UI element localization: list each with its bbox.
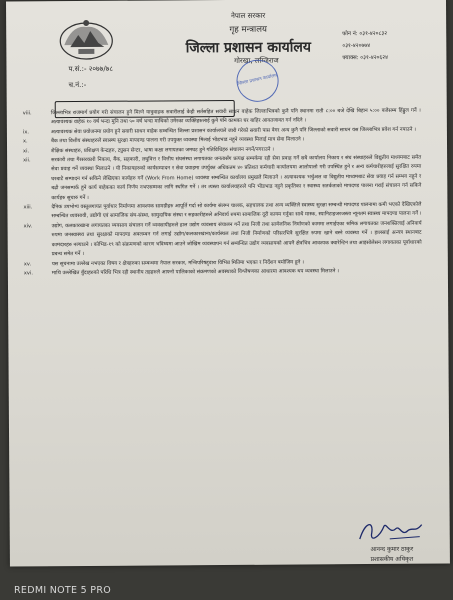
item-number: xii. xyxy=(23,157,31,164)
item-text: अत्यावश्यक सेवा प्रयोजनमा प्रयोग हुने सवारी साधन वाहेक सम्बन्धित जिल्ला प्रशासन कार्यालयले जारी गरेको सवारी पास वेगर अन्य कुनै पनि जिल्लाको सवारी साधन यस जिल्लाभित्र प्रवेश गर्न नपाउने । xyxy=(50,126,416,136)
item-number: x. xyxy=(22,138,28,145)
item-text: दैनिक उपभोग्य वस्तुलगायत पूर्वाधार निर्माणमा आवश्यक सामग्रीहरु आपूर्ति गर्दा सो कार्यमा संलग्न चालक, सहचालक तथा अन्य व्यक्तिले स्वास्थ्य सुरक्षा सम्बन्धी मापदण्ड पालनामा कमी भएको देखिएकोले सम्बन्धित व्यवसायी, उद्योगी एवं सामाजिक संघ-संस्था, सामुदायिक संस्था र सहकारीहरुले अनिवार्य रुपमा सामाजिक दूरी कायम गर्नुका साथै मास्क, स्यानिटाइजरजस्ता न्यूनतम स्वास्थ्य मापदण्ड पालना गर्ने । xyxy=(51,201,422,220)
contact-fax: फ्याक्स: ०३१-४२०६२४ xyxy=(342,54,389,62)
item-number: ix. xyxy=(22,129,30,136)
item-number: xi. xyxy=(23,148,30,155)
item-text: यस सूचनामा उल्लेख नभएका विषय र क्षेत्रहरुका सम्बन्धमा नेपाल सरकार, मन्त्रिपरिषद्द्वारा विभिन्न मितिमा भएका र निर्देशन बमोजिम हुने । xyxy=(51,258,304,267)
signature-block xyxy=(342,517,442,564)
item-text: सरकारी तथा गैरसरकारी निकाय, बैंक, सहकारी, लघुवित्त र वित्तीय संघसंस्था लगायतका जनतासँग प्रत्यक्ष सम्पर्कमा रही सेवा प्रवाह गर्ने सबै कार्यालय निकाय र संघ संस्थाहरुले विद्युतीय माध्यमबाट समेत सेवा प्रवाह गर्ने व्यवस्था मिलाउने । यी निकायहरुको कार्यसम्पादन र सेवा प्रवाहमा उपर्युक्त अधिकतम ४० प्रतिशत कर्मचारी कार्यालयमा आलोपालो गरी उपस्थित हुने र अन्य कर्मचारीहरुलाई सुरक्षित रुपमा घरबाटै सम्पादन गर्न सकिने लेखिएका कार्यहरु गर्ने (Work From Home) व्यवस्था सम्बन्धित कार्यालय प्रमुखले मिलाउने । अत्यावश्यक भर्चुअल वा विद्युतीय माध्यमबाट सेवा प्रवाह गर्न सम्भव नहुने र बढी जनसम्पर्क हुने कार्य बाहेकका कार्य निर्णय नभएसम्मका लागि स्थगित गर्ने । तर त्यस्ता कार्यालयहरुले पनि भीडभाड नहुने प्रकृतिका र स्वास्थ्य सतर्कताको मापदण्ड पालना गराई संचालन गर्न सकिने कार्यहरु सुचारु गर्ने । xyxy=(51,154,422,201)
item-text: शैक्षिक संस्थाहरु, प्रशिक्षण केन्द्रहरु, ट्युसन सेन्टर, भाषा कक्षा लगायतका जमघट हुने गतिविधिहरु संचालन नगर्ने/नगराउने । xyxy=(51,146,275,154)
item-text: उद्योग, कलकारखाना लगायतका व्यवसाय संचालन गर्ने व्यवसायीहरुले हाल उद्योग व्यवसाय संचालन गर्ने तथा निजी तथा सार्वजनिक निर्माणको काममा लगाईएका श्रमिक लगायतका जनशक्तिलाई अनिवार्य रुपमा जनस्वास्थ्य तथा सुरक्षाको मापदण्ड अवलम्बन गर्न लगाई उद्योग/कलकारखाना/कार्यस्थल तथा निजी निर्माणको परिसरभित्रै सुरक्षित रुपमा खाने बस्ने व्यवस्था गर्ने । हालसाई अन्यत्र स्थानबाट कामदारहरु नल्याउने । कोभिड-१९ को संक्रमणको कारण भविष्यमा आउने जोखिम व्यवस्थापन गर्न सम्बन्धित उद्योग व्यवसायको आफ्नै क्षेत्रभित्र आवश्यक क्वारेन्टिन तथा आइसोलेसन लगायतका पूर्वाधारको प्रबन्ध समेत गर्ने । xyxy=(51,220,422,258)
header-government: नेपाल सरकार xyxy=(230,11,266,20)
header-location: गोरखा, लम्जिराज xyxy=(234,56,279,65)
item-text: माथि उल्लेखित बुँदाहरुको परिधि भित्र रही स्थानीय तहहरुले आफ्नो पालिकाको संक्रमणको अवस्थाको विश्लेषणका आधारमा आवश्यक थप व्यवस्था मिलाउने । xyxy=(51,268,339,277)
document-page xyxy=(6,0,450,567)
dispatch-number: च.नं.:- xyxy=(68,80,87,90)
header-office-title: जिल्ला प्रशासन कार्यालय xyxy=(185,39,312,57)
header-ministry: गृह मन्त्रालय xyxy=(229,24,267,35)
item-number: viii. xyxy=(22,110,32,117)
contact-phone-1: फोन नं: ०३१-४२०८३२ xyxy=(342,30,388,38)
camera-watermark: REDMI NOTE 5 PRO xyxy=(14,585,112,596)
item-text: जिल्लाभित्र राजमार्ग प्रयोग गरी संचालन हुने मिल्ने यात्रुवाहक सवारीलाई केही सर्तसहित सवारी साधन वाहेक जिल्लाभित्रको कुनै पनि स्थानमा राती ८:०० बजे देखि बिहान ५:०० बजेसम्म हिंड्डुल गर्ने । अत्यावश्यक वाहेक १० वर्ष भन्दा मुनि तथा ५० वर्ष भन्दा माथिको उमेरका व्यक्तिहरुलाई कुनै पनि कामका घर बाहिर आवतजावत गर्न नदिने । xyxy=(50,107,421,126)
item-number: xvi. xyxy=(23,270,34,277)
item-text: बैंक तथा वित्तीय संस्थाहरुले स्वास्थ्य सुरक्षा मापदण्ड पालना गरी उपयुक्त व्यवस्था मिलाई भीडभाड नहुने व्यवस्था मिलाई मात्र सेवा मिलाउने । xyxy=(50,136,305,145)
item-number: xv. xyxy=(23,260,32,267)
list-item xyxy=(22,267,422,279)
reference-number: प.सं.:- २०७७/७८ xyxy=(68,64,113,74)
directive-list xyxy=(21,107,422,279)
item-number: xiii. xyxy=(23,204,33,211)
signer-name: आनन्द कुमार ठाकुर xyxy=(370,545,414,554)
signer-title: प्रशासकीय अधिकृत xyxy=(370,555,414,564)
office-stamp: जिल्ला प्रशासन कार्यालय xyxy=(233,56,283,106)
list-item xyxy=(21,154,421,204)
contact-phone-2: ०३१-४२०७७४ xyxy=(342,42,371,50)
list-item xyxy=(22,220,422,260)
item-number: xiv. xyxy=(23,223,33,230)
signature-icon xyxy=(356,517,426,545)
